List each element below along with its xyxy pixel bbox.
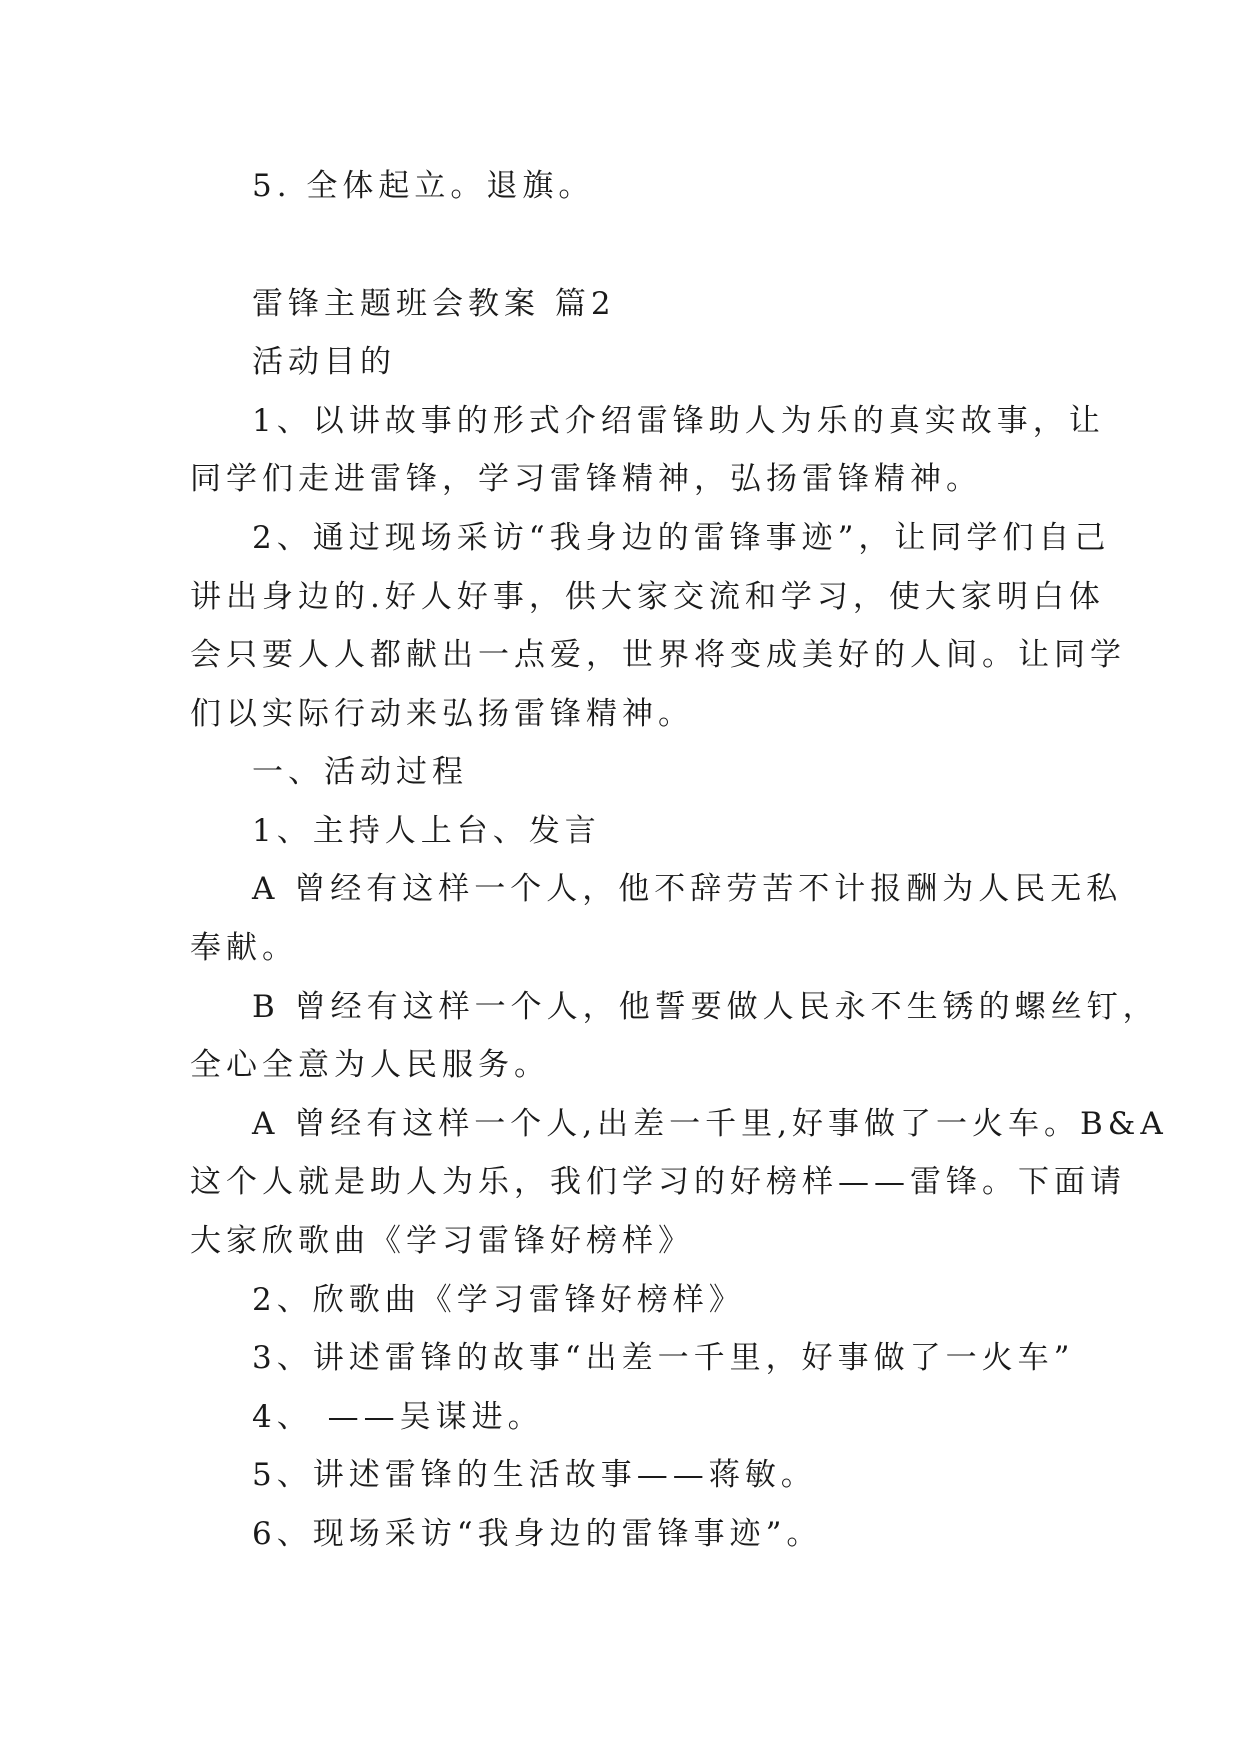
- paragraph-line: 这个人就是助人为乐，我们学习的好榜样——雷锋。下面请: [190, 1164, 1126, 1200]
- subheading-activity-purpose: 活动目的: [252, 344, 396, 380]
- paragraph-line: 讲出身边的.好人好事，供大家交流和学习，使大家明白体: [190, 579, 1105, 615]
- paragraph-line: B 曾经有这样一个人，他誓要做人民永不生锈的螺丝钉，: [252, 989, 1159, 1025]
- paragraph-line: 们以实际行动来弘扬雷锋精神。: [190, 696, 694, 732]
- paragraph-line: 2、通过现场采访“我身边的雷锋事迹”，让同学们自己: [252, 520, 1111, 556]
- closing-step-text: 5. 全体起立。退旗。: [252, 168, 595, 204]
- paragraph-line: 大家欣歌曲《学习雷锋好榜样》: [190, 1223, 694, 1259]
- subheading-activity-process: 一、活动过程: [252, 754, 468, 790]
- list-item: 3、讲述雷锋的故事“出差一千里，好事做了一火车”: [252, 1340, 1075, 1376]
- paragraph-line: 全心全意为人民服务。: [190, 1047, 550, 1083]
- paragraph-line: A 曾经有这样一个人，他不辞劳苦不计报酬为人民无私: [252, 871, 1123, 907]
- paragraph-line: 同学们走进雷锋，学习雷锋精神，弘扬雷锋精神。: [190, 461, 982, 497]
- list-item: 6、现场采访“我身边的雷锋事迹”。: [252, 1516, 823, 1552]
- paragraph-line: A 曾经有这样一个人,出差一千里,好事做了一火车。B&A: [252, 1106, 1168, 1142]
- section-heading: 雷锋主题班会教案 篇2: [252, 286, 616, 322]
- list-item: 4、 ——吴谋进。: [252, 1399, 544, 1435]
- list-item: 2、欣歌曲《学习雷锋好榜样》: [252, 1282, 745, 1318]
- paragraph-line: 1、以讲故事的形式介绍雷锋助人为乐的真实故事，让: [252, 403, 1105, 439]
- list-item: 1、主持人上台、发言: [252, 813, 601, 849]
- paragraph-line: 奉献。: [190, 930, 298, 966]
- paragraph-line: 会只要人人都献出一点爱，世界将变成美好的人间。让同学: [190, 637, 1126, 673]
- list-item: 5、讲述雷锋的生活故事——蒋敏。: [252, 1457, 817, 1493]
